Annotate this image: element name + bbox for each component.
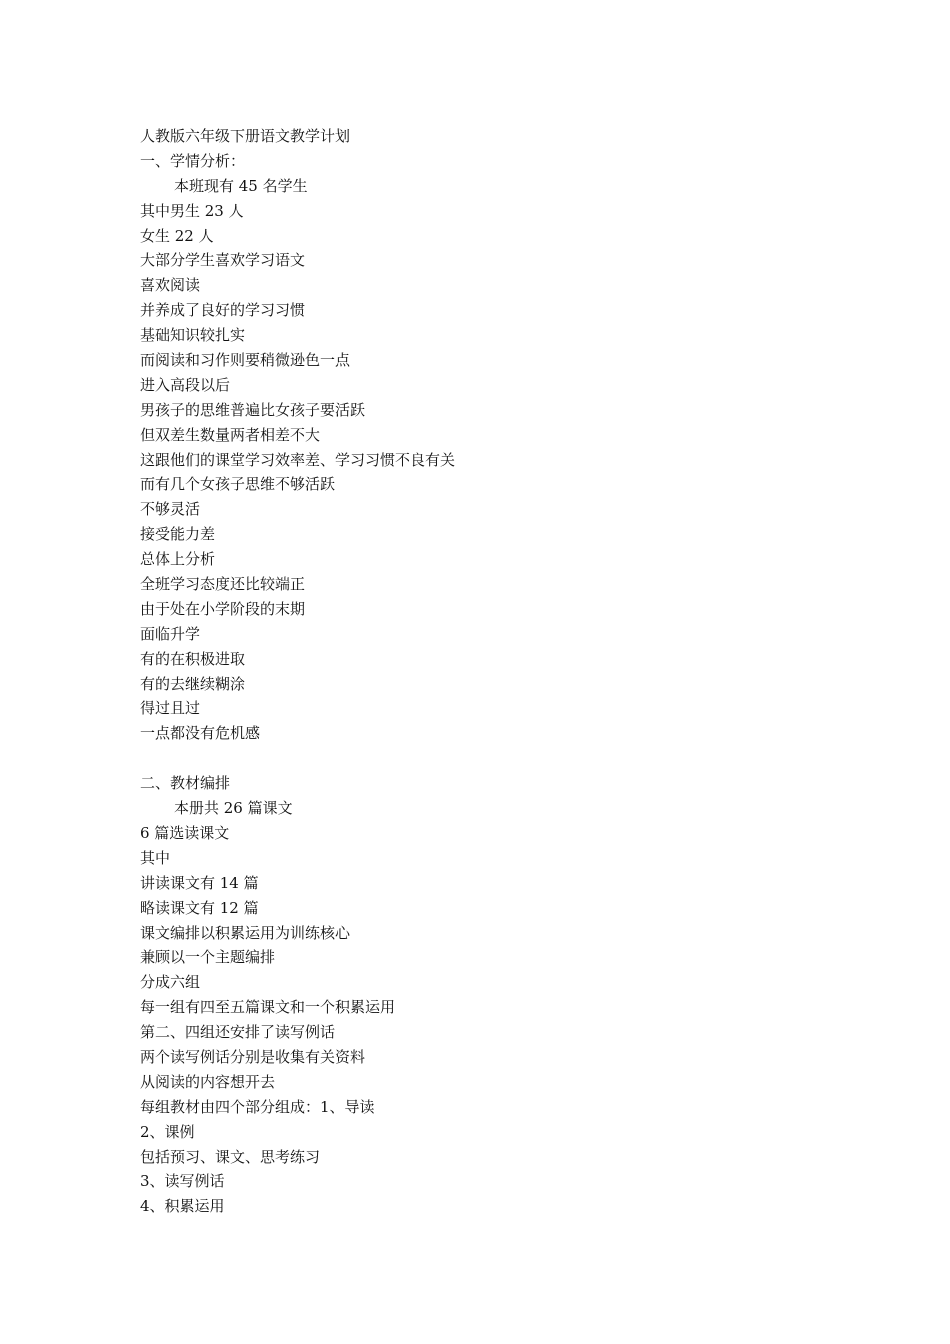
paragraph-line: 基础知识较扎实 [140, 326, 246, 345]
paragraph-line: 兼顾以一个主题编排 [140, 948, 276, 967]
paragraph-line: 得过且过 [140, 699, 201, 718]
paragraph-line: 接受能力差 [140, 525, 216, 544]
section-body [140, 174, 840, 746]
document-title: 人教版六年级下册语文教学计划 [140, 127, 351, 145]
paragraph-line: 6 篇选读课文 [140, 823, 230, 842]
paragraph-line: 一点都没有危机感 [140, 724, 261, 743]
paragraph-line: 略读课文有 12 篇 [140, 898, 259, 917]
paragraph-line: 但双差生数量两者相差不大 [140, 425, 321, 444]
paragraph-line: 本册共 26 篇课文 [174, 799, 293, 818]
paragraph-line: 喜欢阅读 [140, 276, 201, 295]
blank-line [140, 746, 840, 771]
paragraph-line: 而阅读和习作则要稍微逊色一点 [140, 351, 351, 370]
section-heading: 一、学情分析： [140, 151, 246, 170]
paragraph-line: 分成六组 [140, 973, 201, 992]
paragraph-line: 并养成了良好的学习习惯 [140, 301, 306, 320]
paragraph-line: 包括预习、课文、思考练习 [140, 1147, 321, 1166]
paragraph-line: 由于处在小学阶段的末期 [140, 599, 306, 618]
paragraph-line: 每一组有四至五篇课文和一个积累运用 [140, 998, 396, 1017]
paragraph-line: 面临升学 [140, 624, 201, 643]
paragraph-line: 本班现有 45 名学生 [174, 176, 308, 195]
paragraph-line: 不够灵活 [140, 500, 201, 519]
paragraph-line: 课文编排以积累运用为训练核心 [140, 923, 351, 942]
paragraph-line: 从阅读的内容想开去 [140, 1072, 276, 1091]
paragraph-line: 有的在积极进取 [140, 649, 246, 668]
paragraph-line: 有的去继续糊涂 [140, 674, 246, 693]
section-heading: 二、教材编排 [140, 774, 231, 793]
paragraph-line: 讲读课文有 14 篇 [140, 873, 259, 892]
paragraph-line: 两个读写例话分别是收集有关资料 [140, 1047, 366, 1066]
paragraph-line: 总体上分析 [140, 550, 216, 569]
paragraph-line: 这跟他们的课堂学习效率差、学习习惯不良有关 [140, 450, 456, 469]
paragraph-line: 4、积累运用 [140, 1197, 225, 1216]
paragraph-line: 其中男生 23 人 [140, 201, 244, 220]
paragraph-line: 大部分学生喜欢学习语文 [140, 251, 306, 270]
paragraph-line: 进入高段以后 [140, 375, 231, 394]
paragraph-line: 男孩子的思维普遍比女孩子要活跃 [140, 400, 366, 419]
paragraph-line: 3、读写例话 [140, 1172, 225, 1191]
document-body [140, 124, 840, 1219]
paragraph-line: 2、课例 [140, 1122, 195, 1141]
paragraph-line: 全班学习态度还比较端正 [140, 575, 306, 594]
paragraph-line: 第二、四组还安排了读写例话 [140, 1023, 336, 1042]
paragraph-line: 女生 22 人 [140, 226, 214, 245]
section-body [140, 796, 840, 1219]
paragraph-line: 而有几个女孩子思维不够活跃 [140, 475, 336, 494]
paragraph-line: 每组教材由四个部分组成：1、导读 [140, 1097, 375, 1116]
paragraph-line: 其中 [140, 848, 171, 867]
